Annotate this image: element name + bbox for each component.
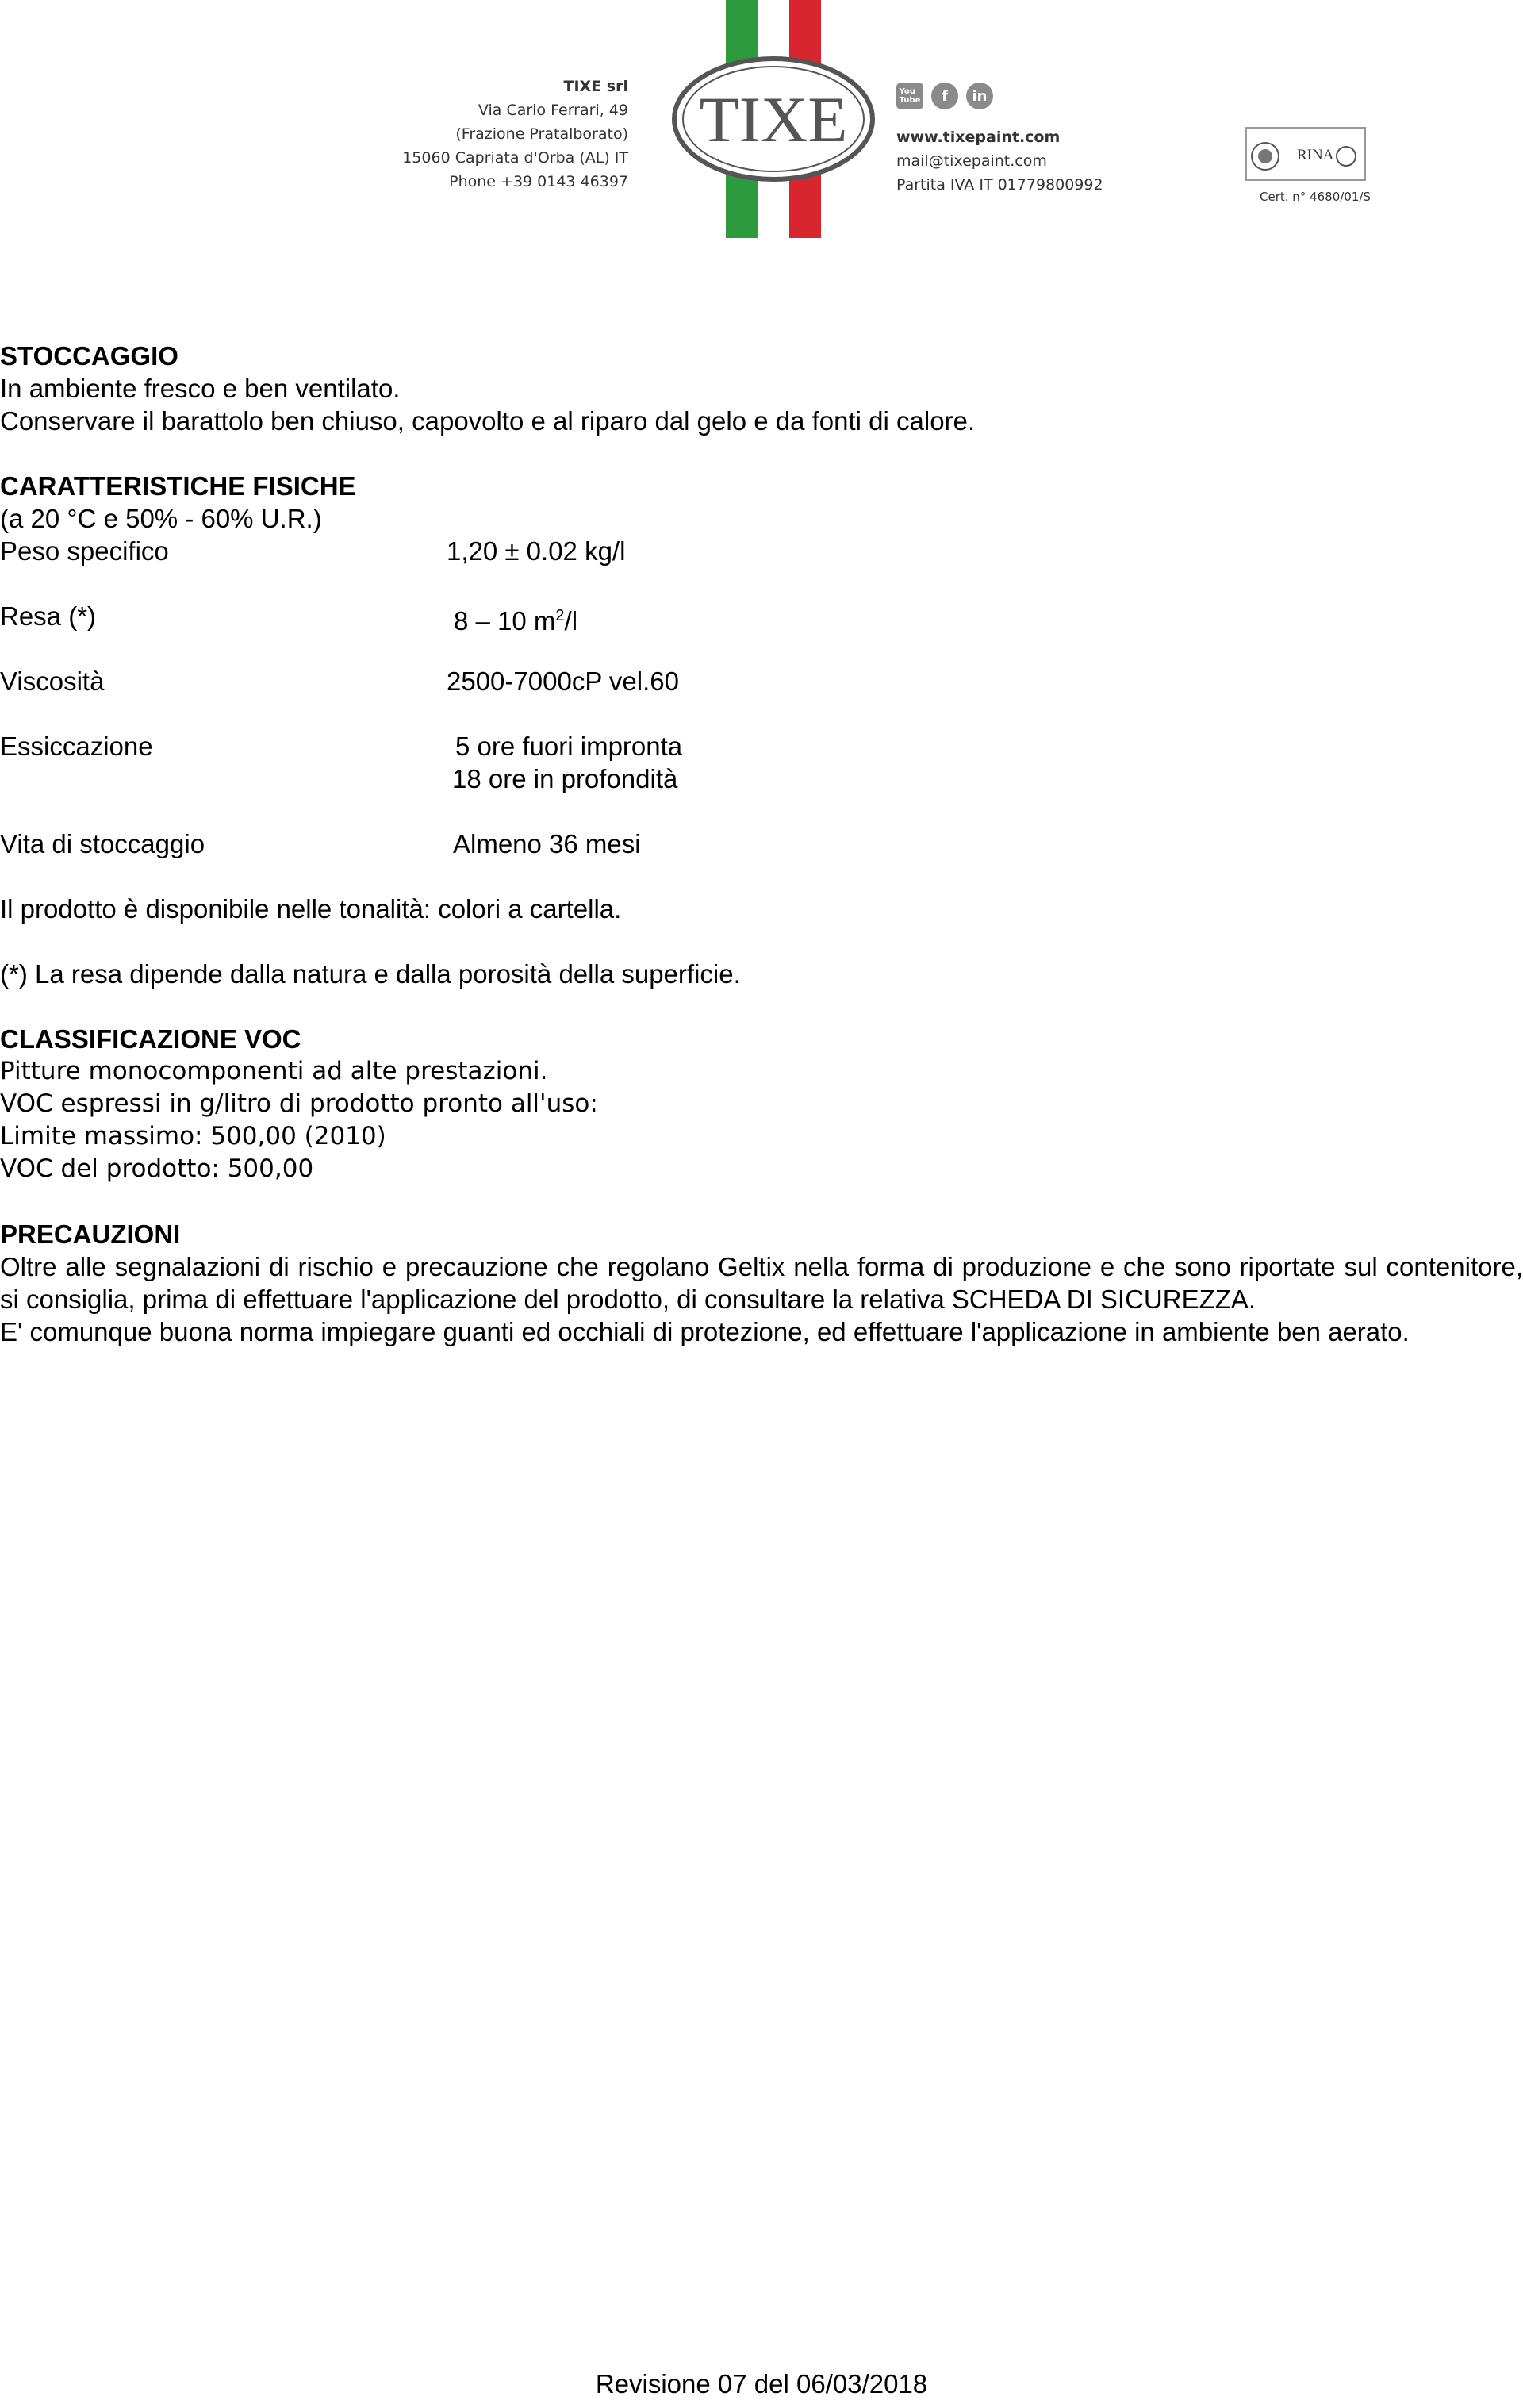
svg-text:RINA: RINA [1297,147,1334,163]
company-name: TIXE srl [563,78,628,95]
website-link[interactable]: www.tixepaint.com [896,129,1061,146]
property-value: 1,20 ± 0.02 kg/l [447,536,626,566]
revision-footer: Revisione 07 del 06/03/2018 [595,2369,928,2398]
section-title-voc: CLASSIFICAZIONE VOC [0,1024,301,1054]
address-line: 15060 Capriata d'Orba (AL) IT [402,149,628,167]
document-body [0,340,1523,1348]
precauzioni-paragraph: E' comunque buona norma impiegare guanti ed occhiali di protezione, ed effettuare l'applicazione in ambiente ben aerato. [0,1317,1410,1346]
tixe-logo [666,0,880,238]
social-links [896,83,993,109]
company-address-block [381,75,628,194]
property-row [0,665,1523,697]
property-row-continuation [0,762,1523,795]
property-value: 18 ore in profondità [452,764,678,793]
email-link[interactable]: mail@tixepaint.com [896,152,1047,170]
linkedin-icon[interactable]: in [966,83,993,109]
property-value: 8 – 10 $m^2/l$ [454,606,578,636]
precauzioni-paragraph: Oltre alle segnalazioni di rischio e precauzione che regolano Geltix nella forma di produzione e che sono riportate sul contenitore, si consiglia, prima di effettuare l'applicazione del prodotto, di consultare la relativa SCHEDA DI SICUREZZA. [0,1252,1523,1314]
contact-block [896,125,1103,197]
section-title-precauzioni: PRECAUZIONI [0,1219,181,1249]
voc-line: VOC espressi in g/litro di prodotto pronto all'uso: [0,1089,598,1118]
facebook-icon[interactable]: f [931,83,958,109]
property-label: Peso specifico [0,536,169,566]
tonalita-text: Il prodotto è disponibile nelle tonalità: colori a cartella. [0,894,622,924]
section-title-caratteristiche: CARATTERISTICHE FISICHE [0,471,356,501]
voc-line: Limite massimo: 500,00 (2010) [0,1122,386,1150]
property-label: Essiccazione [0,732,153,761]
property-value: 2500-7000cP vel.60 [447,666,679,696]
voc-line: VOC del prodotto: 500,00 [0,1154,314,1183]
certification-block [1245,127,1372,204]
property-label: Resa (*) [0,601,97,631]
certificate-number: Cert. n° 4680/01/S [1260,190,1371,204]
property-row [0,828,1523,860]
property-value: 5 ore fuori impronta [455,732,683,761]
property-label: Viscosità [0,666,105,696]
property-row [0,535,1523,567]
caratteristiche-subtitle: (a 20 °C e 50% - 60% U.R.) [0,504,322,533]
property-value: Almeno 36 mesi [453,829,641,858]
stoccaggio-line: Conservare il barattolo ben chiuso, capovolto e al riparo dal gelo e da fonti di calore. [0,406,976,436]
rina-certification-logo [1245,127,1366,181]
logo-text: TIXE [699,83,848,156]
section-title-stoccaggio: STOCCAGGIO [0,341,178,371]
vat-number: Partita IVA IT 01779800992 [896,176,1103,194]
youtube-icon[interactable]: You Tube [896,83,923,109]
stoccaggio-line: In ambiente fresco e ben ventilato. [0,374,401,403]
resa-note: (*) La resa dipende dalla natura e dalla porosità della superficie. [0,959,741,989]
property-row [0,730,1523,762]
voc-line: Pitture monocomponenti ad alte prestazioni. [0,1057,548,1085]
property-row [0,600,1523,636]
address-line: Via Carlo Ferrari, 49 [478,102,628,119]
property-label: Vita di stoccaggio [0,829,205,858]
address-line: (Frazione Pratalborato) [455,125,628,143]
phone-line: Phone +39 0143 46397 [449,173,628,190]
